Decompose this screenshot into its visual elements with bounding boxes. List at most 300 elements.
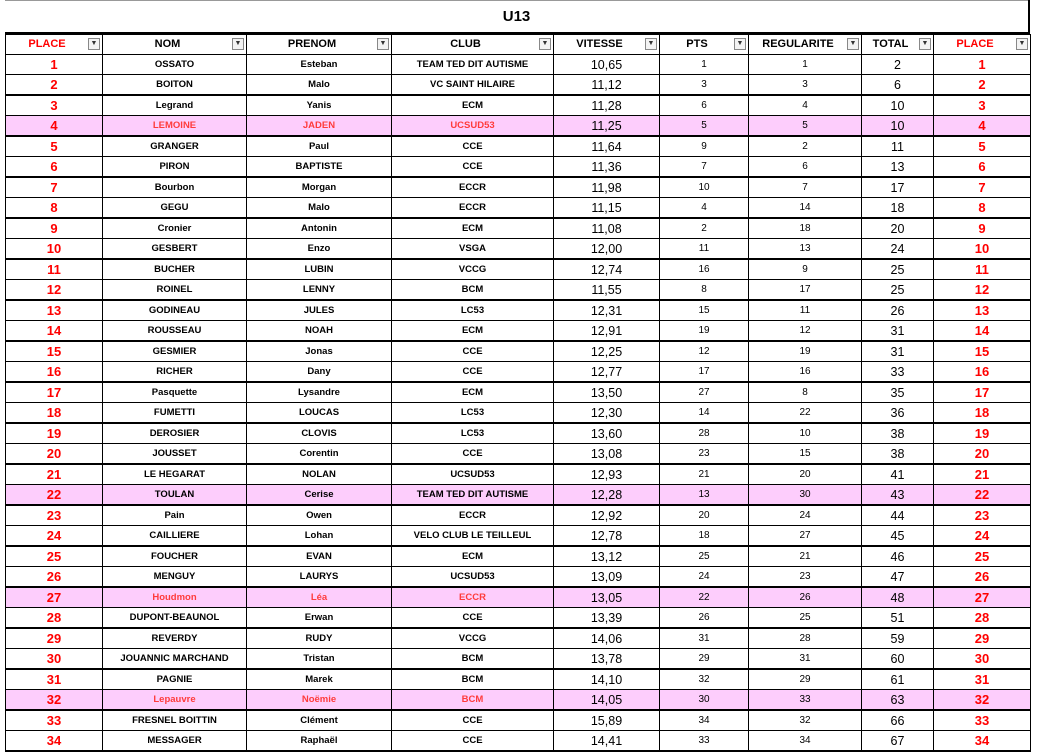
regularite-cell[interactable]: 11 <box>749 300 862 321</box>
prenom-cell[interactable]: Corentin <box>247 444 392 465</box>
total-cell[interactable]: 11 <box>862 136 934 157</box>
nom-cell[interactable]: BUCHER <box>103 259 247 280</box>
place-final-cell[interactable]: 15 <box>934 341 1031 362</box>
prenom-cell[interactable]: Noëmie <box>247 690 392 711</box>
prenom-cell[interactable]: Esteban <box>247 55 392 75</box>
prenom-cell[interactable]: LUBIN <box>247 259 392 280</box>
vitesse-cell[interactable]: 13,08 <box>554 444 660 465</box>
vitesse-cell[interactable]: 14,10 <box>554 669 660 690</box>
dropdown-arrow-icon[interactable]: ▼ <box>88 38 100 50</box>
place-final-cell[interactable]: 12 <box>934 280 1031 301</box>
prenom-cell[interactable]: Marek <box>247 669 392 690</box>
place-cell[interactable]: 20 <box>6 444 103 465</box>
nom-cell[interactable]: LE HEGARAT <box>103 464 247 485</box>
nom-cell[interactable]: FOUCHER <box>103 546 247 567</box>
regularite-cell[interactable]: 23 <box>749 567 862 588</box>
prenom-cell[interactable]: Erwan <box>247 608 392 629</box>
place-final-cell[interactable]: 4 <box>934 116 1031 137</box>
place-cell[interactable]: 25 <box>6 546 103 567</box>
pts-cell[interactable]: 18 <box>660 526 749 547</box>
vitesse-cell[interactable]: 11,08 <box>554 218 660 239</box>
place-final-cell[interactable]: 19 <box>934 423 1031 444</box>
nom-cell[interactable]: OSSATO <box>103 55 247 75</box>
place-cell[interactable]: 24 <box>6 526 103 547</box>
pts-cell[interactable]: 30 <box>660 690 749 711</box>
club-cell[interactable]: CCE <box>392 341 554 362</box>
total-cell[interactable]: 10 <box>862 95 934 116</box>
place-final-cell[interactable]: 20 <box>934 444 1031 465</box>
club-cell[interactable]: CCE <box>392 362 554 383</box>
regularite-cell[interactable]: 32 <box>749 710 862 731</box>
vitesse-cell[interactable]: 11,64 <box>554 136 660 157</box>
nom-cell[interactable]: CAILLIERE <box>103 526 247 547</box>
place-final-cell[interactable]: 22 <box>934 485 1031 506</box>
pts-cell[interactable]: 6 <box>660 95 749 116</box>
place-cell[interactable]: 1 <box>6 55 103 75</box>
place-cell[interactable]: 11 <box>6 259 103 280</box>
prenom-cell[interactable]: LOUCAS <box>247 403 392 424</box>
place-cell[interactable]: 28 <box>6 608 103 629</box>
total-cell[interactable]: 47 <box>862 567 934 588</box>
vitesse-cell[interactable]: 11,55 <box>554 280 660 301</box>
nom-cell[interactable]: TOULAN <box>103 485 247 506</box>
vitesse-cell[interactable]: 11,25 <box>554 116 660 137</box>
place-cell[interactable]: 32 <box>6 690 103 711</box>
total-cell[interactable]: 33 <box>862 362 934 383</box>
regularite-cell[interactable]: 7 <box>749 177 862 198</box>
dropdown-arrow-icon[interactable]: ▼ <box>734 38 746 50</box>
vitesse-cell[interactable]: 13,12 <box>554 546 660 567</box>
regularite-cell[interactable]: 27 <box>749 526 862 547</box>
pts-cell[interactable]: 3 <box>660 75 749 96</box>
prenom-cell[interactable]: NOAH <box>247 321 392 342</box>
total-cell[interactable]: 61 <box>862 669 934 690</box>
nom-cell[interactable]: GODINEAU <box>103 300 247 321</box>
vitesse-cell[interactable]: 11,12 <box>554 75 660 96</box>
club-cell[interactable]: UCSUD53 <box>392 464 554 485</box>
club-cell[interactable]: VCCG <box>392 259 554 280</box>
vitesse-cell[interactable]: 13,39 <box>554 608 660 629</box>
regularite-cell[interactable]: 1 <box>749 55 862 75</box>
total-cell[interactable]: 67 <box>862 731 934 752</box>
club-cell[interactable]: LC53 <box>392 423 554 444</box>
pts-cell[interactable]: 20 <box>660 505 749 526</box>
prenom-cell[interactable]: Jonas <box>247 341 392 362</box>
sheet-title[interactable]: U13 <box>5 0 1030 34</box>
vitesse-cell[interactable]: 12,78 <box>554 526 660 547</box>
regularite-cell[interactable]: 25 <box>749 608 862 629</box>
place-final-cell[interactable]: 27 <box>934 587 1031 608</box>
nom-cell[interactable]: Houdmon <box>103 587 247 608</box>
dropdown-arrow-icon[interactable]: ▼ <box>919 38 931 50</box>
place-final-cell[interactable]: 29 <box>934 628 1031 649</box>
club-cell[interactable]: LC53 <box>392 300 554 321</box>
place-final-cell[interactable]: 33 <box>934 710 1031 731</box>
club-cell[interactable]: VSGA <box>392 239 554 260</box>
nom-cell[interactable]: JOUSSET <box>103 444 247 465</box>
club-cell[interactable]: VCCG <box>392 628 554 649</box>
nom-cell[interactable]: ROINEL <box>103 280 247 301</box>
place-final-cell[interactable]: 32 <box>934 690 1031 711</box>
club-cell[interactable]: CCE <box>392 157 554 178</box>
pts-cell[interactable]: 26 <box>660 608 749 629</box>
place-final-cell[interactable]: 18 <box>934 403 1031 424</box>
pts-cell[interactable]: 7 <box>660 157 749 178</box>
total-cell[interactable]: 6 <box>862 75 934 96</box>
total-cell[interactable]: 45 <box>862 526 934 547</box>
place-cell[interactable]: 21 <box>6 464 103 485</box>
place-final-cell[interactable]: 13 <box>934 300 1031 321</box>
nom-cell[interactable]: PIRON <box>103 157 247 178</box>
dropdown-arrow-icon[interactable]: ▼ <box>645 38 657 50</box>
regularite-cell[interactable]: 19 <box>749 341 862 362</box>
pts-cell[interactable]: 27 <box>660 382 749 403</box>
place-cell[interactable]: 31 <box>6 669 103 690</box>
place-final-cell[interactable]: 17 <box>934 382 1031 403</box>
pts-cell[interactable]: 21 <box>660 464 749 485</box>
pts-cell[interactable]: 2 <box>660 218 749 239</box>
nom-cell[interactable]: Pain <box>103 505 247 526</box>
prenom-cell[interactable]: LENNY <box>247 280 392 301</box>
total-cell[interactable]: 36 <box>862 403 934 424</box>
place-final-cell[interactable]: 11 <box>934 259 1031 280</box>
vitesse-cell[interactable]: 12,31 <box>554 300 660 321</box>
place-cell[interactable]: 16 <box>6 362 103 383</box>
regularite-cell[interactable]: 15 <box>749 444 862 465</box>
vitesse-cell[interactable]: 13,60 <box>554 423 660 444</box>
prenom-cell[interactable]: Raphaël <box>247 731 392 752</box>
pts-cell[interactable]: 23 <box>660 444 749 465</box>
club-cell[interactable]: BCM <box>392 280 554 301</box>
club-cell[interactable]: ECM <box>392 218 554 239</box>
prenom-cell[interactable]: Owen <box>247 505 392 526</box>
prenom-cell[interactable]: Léa <box>247 587 392 608</box>
vitesse-cell[interactable]: 12,74 <box>554 259 660 280</box>
vitesse-cell[interactable]: 13,50 <box>554 382 660 403</box>
regularite-cell[interactable]: 21 <box>749 546 862 567</box>
pts-cell[interactable]: 24 <box>660 567 749 588</box>
club-cell[interactable]: UCSUD53 <box>392 567 554 588</box>
vitesse-cell[interactable]: 12,00 <box>554 239 660 260</box>
vitesse-cell[interactable]: 12,30 <box>554 403 660 424</box>
total-cell[interactable]: 41 <box>862 464 934 485</box>
nom-cell[interactable]: MENGUY <box>103 567 247 588</box>
vitesse-cell[interactable]: 12,92 <box>554 505 660 526</box>
regularite-cell[interactable]: 29 <box>749 669 862 690</box>
prenom-cell[interactable]: Yanis <box>247 95 392 116</box>
nom-cell[interactable]: MESSAGER <box>103 731 247 752</box>
regularite-cell[interactable]: 12 <box>749 321 862 342</box>
pts-cell[interactable]: 34 <box>660 710 749 731</box>
place-cell[interactable]: 7 <box>6 177 103 198</box>
total-cell[interactable]: 25 <box>862 280 934 301</box>
pts-cell[interactable]: 9 <box>660 136 749 157</box>
club-cell[interactable]: CCE <box>392 731 554 752</box>
prenom-cell[interactable]: LAURYS <box>247 567 392 588</box>
nom-cell[interactable]: DUPONT-BEAUNOL <box>103 608 247 629</box>
nom-cell[interactable]: GEGU <box>103 198 247 219</box>
prenom-cell[interactable]: Malo <box>247 198 392 219</box>
club-cell[interactable]: VC SAINT HILAIRE <box>392 75 554 96</box>
place-cell[interactable]: 27 <box>6 587 103 608</box>
club-cell[interactable]: ECM <box>392 546 554 567</box>
regularite-cell[interactable]: 2 <box>749 136 862 157</box>
regularite-cell[interactable]: 10 <box>749 423 862 444</box>
place-final-cell[interactable]: 30 <box>934 649 1031 670</box>
place-final-cell[interactable]: 34 <box>934 731 1031 752</box>
prenom-cell[interactable]: Paul <box>247 136 392 157</box>
total-cell[interactable]: 13 <box>862 157 934 178</box>
pts-cell[interactable]: 1 <box>660 55 749 75</box>
prenom-cell[interactable]: Lohan <box>247 526 392 547</box>
prenom-cell[interactable]: NOLAN <box>247 464 392 485</box>
total-cell[interactable]: 20 <box>862 218 934 239</box>
nom-cell[interactable]: Legrand <box>103 95 247 116</box>
regularite-cell[interactable]: 18 <box>749 218 862 239</box>
prenom-cell[interactable]: CLOVIS <box>247 423 392 444</box>
pts-cell[interactable]: 15 <box>660 300 749 321</box>
place-cell[interactable]: 26 <box>6 567 103 588</box>
regularite-cell[interactable]: 24 <box>749 505 862 526</box>
total-cell[interactable]: 31 <box>862 321 934 342</box>
nom-cell[interactable]: FRESNEL BOITTIN <box>103 710 247 731</box>
nom-cell[interactable]: BOITON <box>103 75 247 96</box>
place-cell[interactable]: 6 <box>6 157 103 178</box>
vitesse-cell[interactable]: 14,06 <box>554 628 660 649</box>
vitesse-cell[interactable]: 12,28 <box>554 485 660 506</box>
club-cell[interactable]: ECM <box>392 95 554 116</box>
club-cell[interactable]: BCM <box>392 690 554 711</box>
prenom-cell[interactable]: RUDY <box>247 628 392 649</box>
place-cell[interactable]: 9 <box>6 218 103 239</box>
place-final-cell[interactable]: 10 <box>934 239 1031 260</box>
place-cell[interactable]: 4 <box>6 116 103 137</box>
total-cell[interactable]: 48 <box>862 587 934 608</box>
club-cell[interactable]: ECM <box>392 382 554 403</box>
regularite-cell[interactable]: 31 <box>749 649 862 670</box>
nom-cell[interactable]: GESMIER <box>103 341 247 362</box>
prenom-cell[interactable]: Lysandre <box>247 382 392 403</box>
place-cell[interactable]: 19 <box>6 423 103 444</box>
total-cell[interactable]: 44 <box>862 505 934 526</box>
regularite-cell[interactable]: 8 <box>749 382 862 403</box>
nom-cell[interactable]: RICHER <box>103 362 247 383</box>
vitesse-cell[interactable]: 14,41 <box>554 731 660 752</box>
place-cell[interactable]: 13 <box>6 300 103 321</box>
total-cell[interactable]: 38 <box>862 423 934 444</box>
vitesse-cell[interactable]: 13,05 <box>554 587 660 608</box>
place-cell[interactable]: 3 <box>6 95 103 116</box>
regularite-cell[interactable]: 3 <box>749 75 862 96</box>
dropdown-arrow-icon[interactable]: ▼ <box>377 38 389 50</box>
pts-cell[interactable]: 11 <box>660 239 749 260</box>
place-final-cell[interactable]: 25 <box>934 546 1031 567</box>
vitesse-cell[interactable]: 12,91 <box>554 321 660 342</box>
total-cell[interactable]: 18 <box>862 198 934 219</box>
vitesse-cell[interactable]: 11,36 <box>554 157 660 178</box>
total-cell[interactable]: 10 <box>862 116 934 137</box>
total-cell[interactable]: 17 <box>862 177 934 198</box>
pts-cell[interactable]: 13 <box>660 485 749 506</box>
regularite-cell[interactable]: 16 <box>749 362 862 383</box>
total-cell[interactable]: 2 <box>862 55 934 75</box>
prenom-cell[interactable]: JADEN <box>247 116 392 137</box>
prenom-cell[interactable]: Enzo <box>247 239 392 260</box>
club-cell[interactable]: BCM <box>392 649 554 670</box>
pts-cell[interactable]: 5 <box>660 116 749 137</box>
nom-cell[interactable]: Lepauvre <box>103 690 247 711</box>
total-cell[interactable]: 46 <box>862 546 934 567</box>
regularite-cell[interactable]: 14 <box>749 198 862 219</box>
regularite-cell[interactable]: 13 <box>749 239 862 260</box>
place-cell[interactable]: 10 <box>6 239 103 260</box>
pts-cell[interactable]: 16 <box>660 259 749 280</box>
place-final-cell[interactable]: 23 <box>934 505 1031 526</box>
regularite-cell[interactable]: 20 <box>749 464 862 485</box>
vitesse-cell[interactable]: 12,25 <box>554 341 660 362</box>
place-final-cell[interactable]: 21 <box>934 464 1031 485</box>
regularite-cell[interactable]: 26 <box>749 587 862 608</box>
vitesse-cell[interactable]: 13,78 <box>554 649 660 670</box>
prenom-cell[interactable]: Morgan <box>247 177 392 198</box>
place-cell[interactable]: 8 <box>6 198 103 219</box>
vitesse-cell[interactable]: 11,28 <box>554 95 660 116</box>
pts-cell[interactable]: 31 <box>660 628 749 649</box>
place-final-cell[interactable]: 26 <box>934 567 1031 588</box>
total-cell[interactable]: 24 <box>862 239 934 260</box>
place-final-cell[interactable]: 31 <box>934 669 1031 690</box>
pts-cell[interactable]: 4 <box>660 198 749 219</box>
prenom-cell[interactable]: BAPTISTE <box>247 157 392 178</box>
place-cell[interactable]: 23 <box>6 505 103 526</box>
place-cell[interactable]: 29 <box>6 628 103 649</box>
club-cell[interactable]: ECCR <box>392 198 554 219</box>
club-cell[interactable]: UCSUD53 <box>392 116 554 137</box>
prenom-cell[interactable]: Dany <box>247 362 392 383</box>
total-cell[interactable]: 43 <box>862 485 934 506</box>
total-cell[interactable]: 63 <box>862 690 934 711</box>
prenom-cell[interactable]: EVAN <box>247 546 392 567</box>
total-cell[interactable]: 25 <box>862 259 934 280</box>
regularite-cell[interactable]: 9 <box>749 259 862 280</box>
vitesse-cell[interactable]: 12,93 <box>554 464 660 485</box>
pts-cell[interactable]: 12 <box>660 341 749 362</box>
club-cell[interactable]: CCE <box>392 136 554 157</box>
prenom-cell[interactable]: Cerise <box>247 485 392 506</box>
place-cell[interactable]: 5 <box>6 136 103 157</box>
pts-cell[interactable]: 10 <box>660 177 749 198</box>
nom-cell[interactable]: REVERDY <box>103 628 247 649</box>
place-cell[interactable]: 12 <box>6 280 103 301</box>
regularite-cell[interactable]: 4 <box>749 95 862 116</box>
pts-cell[interactable]: 28 <box>660 423 749 444</box>
club-cell[interactable]: TEAM TED DIT AUTISME <box>392 55 554 75</box>
nom-cell[interactable]: GESBERT <box>103 239 247 260</box>
pts-cell[interactable]: 32 <box>660 669 749 690</box>
prenom-cell[interactable]: Malo <box>247 75 392 96</box>
total-cell[interactable]: 51 <box>862 608 934 629</box>
club-cell[interactable]: CCE <box>392 608 554 629</box>
pts-cell[interactable]: 22 <box>660 587 749 608</box>
prenom-cell[interactable]: Tristan <box>247 649 392 670</box>
place-cell[interactable]: 30 <box>6 649 103 670</box>
place-cell[interactable]: 22 <box>6 485 103 506</box>
nom-cell[interactable]: GRANGER <box>103 136 247 157</box>
place-cell[interactable]: 15 <box>6 341 103 362</box>
place-final-cell[interactable]: 7 <box>934 177 1031 198</box>
club-cell[interactable]: CCE <box>392 444 554 465</box>
pts-cell[interactable]: 33 <box>660 731 749 752</box>
total-cell[interactable]: 35 <box>862 382 934 403</box>
dropdown-arrow-icon[interactable]: ▼ <box>539 38 551 50</box>
club-cell[interactable]: VELO CLUB LE TEILLEUL <box>392 526 554 547</box>
place-final-cell[interactable]: 2 <box>934 75 1031 96</box>
place-final-cell[interactable]: 3 <box>934 95 1031 116</box>
total-cell[interactable]: 31 <box>862 341 934 362</box>
vitesse-cell[interactable]: 14,05 <box>554 690 660 711</box>
club-cell[interactable]: BCM <box>392 669 554 690</box>
regularite-cell[interactable]: 34 <box>749 731 862 752</box>
regularite-cell[interactable]: 17 <box>749 280 862 301</box>
nom-cell[interactable]: DEROSIER <box>103 423 247 444</box>
regularite-cell[interactable]: 22 <box>749 403 862 424</box>
place-final-cell[interactable]: 28 <box>934 608 1031 629</box>
pts-cell[interactable]: 14 <box>660 403 749 424</box>
club-cell[interactable]: ECM <box>392 321 554 342</box>
regularite-cell[interactable]: 28 <box>749 628 862 649</box>
place-final-cell[interactable]: 24 <box>934 526 1031 547</box>
nom-cell[interactable]: Bourbon <box>103 177 247 198</box>
prenom-cell[interactable]: JULES <box>247 300 392 321</box>
pts-cell[interactable]: 29 <box>660 649 749 670</box>
pts-cell[interactable]: 8 <box>660 280 749 301</box>
place-final-cell[interactable]: 1 <box>934 55 1031 75</box>
place-cell[interactable]: 14 <box>6 321 103 342</box>
nom-cell[interactable]: Cronier <box>103 218 247 239</box>
nom-cell[interactable]: LEMOINE <box>103 116 247 137</box>
prenom-cell[interactable]: Antonin <box>247 218 392 239</box>
total-cell[interactable]: 66 <box>862 710 934 731</box>
prenom-cell[interactable]: Clément <box>247 710 392 731</box>
club-cell[interactable]: ECCR <box>392 587 554 608</box>
club-cell[interactable]: CCE <box>392 710 554 731</box>
nom-cell[interactable]: Pasquette <box>103 382 247 403</box>
place-cell[interactable]: 18 <box>6 403 103 424</box>
regularite-cell[interactable]: 30 <box>749 485 862 506</box>
total-cell[interactable]: 26 <box>862 300 934 321</box>
nom-cell[interactable]: JOUANNIC MARCHAND <box>103 649 247 670</box>
pts-cell[interactable]: 19 <box>660 321 749 342</box>
club-cell[interactable]: TEAM TED DIT AUTISME <box>392 485 554 506</box>
place-final-cell[interactable]: 14 <box>934 321 1031 342</box>
dropdown-arrow-icon[interactable]: ▼ <box>1016 38 1028 50</box>
place-final-cell[interactable]: 9 <box>934 218 1031 239</box>
dropdown-arrow-icon[interactable]: ▼ <box>847 38 859 50</box>
vitesse-cell[interactable]: 11,15 <box>554 198 660 219</box>
club-cell[interactable]: LC53 <box>392 403 554 424</box>
place-final-cell[interactable]: 8 <box>934 198 1031 219</box>
vitesse-cell[interactable]: 15,89 <box>554 710 660 731</box>
place-final-cell[interactable]: 6 <box>934 157 1031 178</box>
club-cell[interactable]: ECCR <box>392 177 554 198</box>
vitesse-cell[interactable]: 10,65 <box>554 55 660 75</box>
place-cell[interactable]: 34 <box>6 731 103 752</box>
dropdown-arrow-icon[interactable]: ▼ <box>232 38 244 50</box>
place-cell[interactable]: 2 <box>6 75 103 96</box>
place-cell[interactable]: 33 <box>6 710 103 731</box>
total-cell[interactable]: 59 <box>862 628 934 649</box>
regularite-cell[interactable]: 5 <box>749 116 862 137</box>
